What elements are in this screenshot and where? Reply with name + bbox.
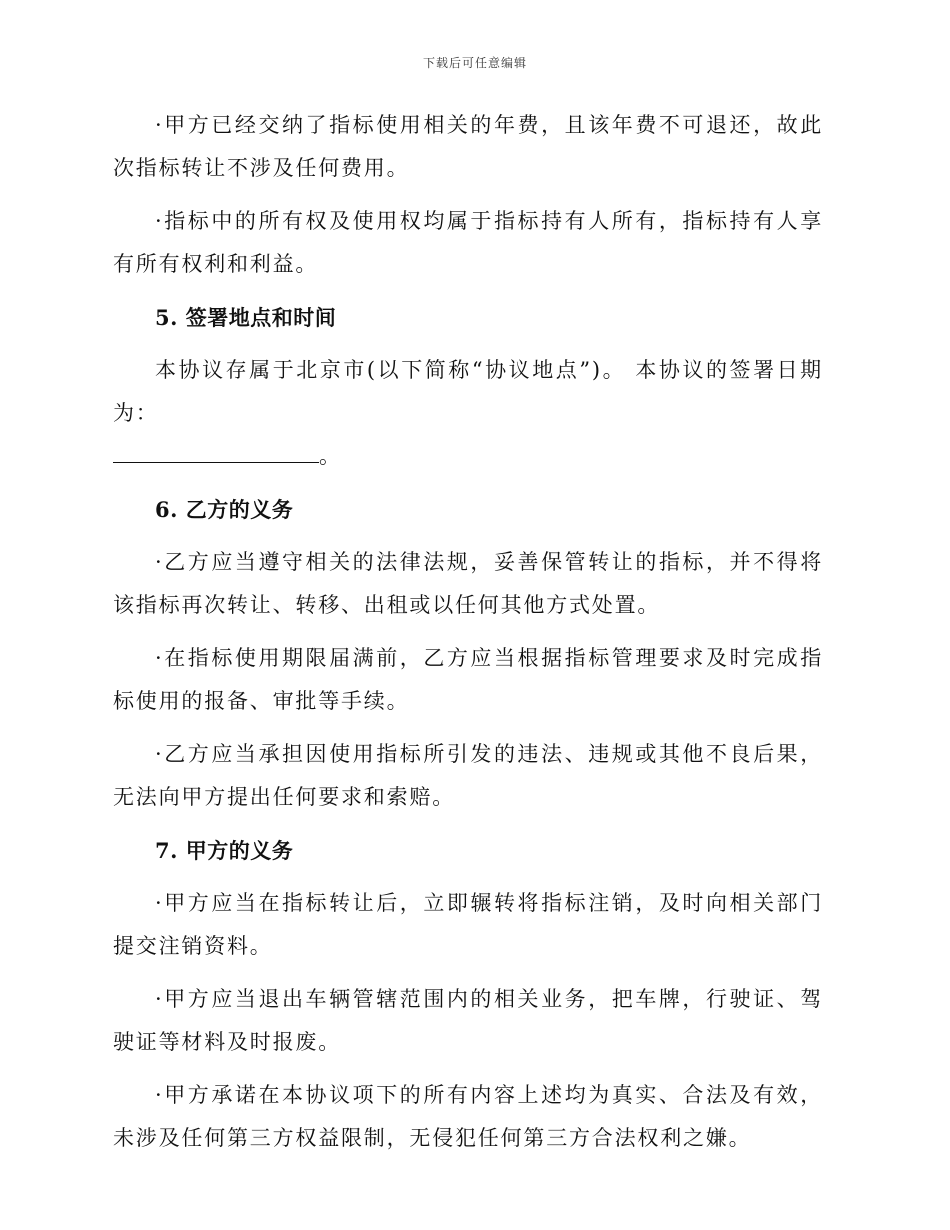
paragraph-party-b-3: ·乙方应当承担因使用指标所引发的违法、违规或其他不良后果，无法向甲方提出任何要求和索赔。 xyxy=(113,742,823,809)
signing-date-end: 。 xyxy=(319,444,340,468)
paragraph-party-a-2: ·甲方应当退出车辆管辖范围内的相关业务，把车牌，行驶证、驾驶证等材料及时报废。 xyxy=(113,987,823,1054)
paragraph-party-a-3: ·甲方承诺在本协议项下的所有内容上述均为真实、合法及有效，未涉及任何第三方权益限制，无侵犯任何第三方合法权利之嫌。 xyxy=(113,1083,823,1150)
paragraph-party-b-1: ·乙方应当遵守相关的法律法规，妥善保管转让的指标，并不得将该指标再次转让、转移、出租或以任何其他方式处置。 xyxy=(113,550,823,617)
section-heading-7: 7. 甲方的义务 xyxy=(155,838,294,863)
document-body xyxy=(113,104,823,1170)
paragraph-ownership: ·指标中的所有权及使用权均属于指标持有人所有，指标持有人享有所有权利和利益。 xyxy=(113,209,823,276)
section-heading-6: 6. 乙方的义务 xyxy=(155,497,294,522)
paragraph-party-b-2: ·在指标使用期限届满前，乙方应当根据指标管理要求及时完成指标使用的报备、审批等手续。 xyxy=(113,646,823,713)
signing-date-line xyxy=(113,435,823,478)
page-header: 下载后可任意编辑 xyxy=(422,56,527,70)
paragraph-fee: ·甲方已经交纳了指标使用相关的年费，且该年费不可退还，故此次指标转让不涉及任何费用。 xyxy=(113,113,823,180)
signing-date-blank[interactable] xyxy=(113,438,319,463)
section-heading-5: 5. 签署地点和时间 xyxy=(155,305,337,330)
paragraph-location: 本协议存属于北京市(以下简称“协议地点”)。 本协议的签署日期为： xyxy=(113,358,823,425)
paragraph-party-a-1: ·甲方应当在指标转让后，立即辗转将指标注销，及时向相关部门提交注销资料。 xyxy=(113,891,823,958)
